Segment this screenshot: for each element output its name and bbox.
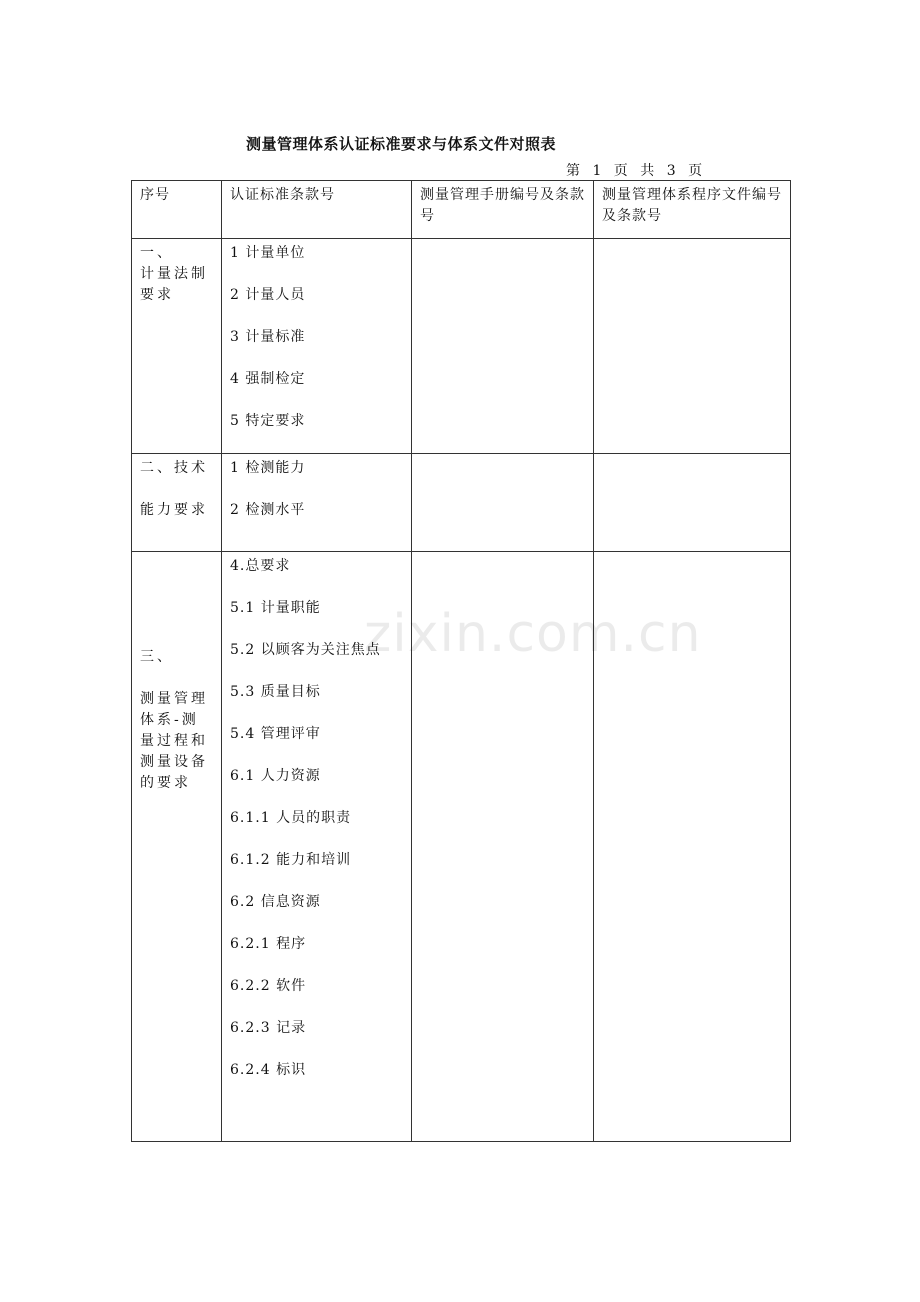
header-standard-clause: 认证标准条款号 (230, 187, 335, 203)
procedure-cell (594, 552, 791, 1142)
clause-cell (222, 552, 412, 1142)
clause-cell (222, 454, 412, 552)
clause-item: 6.2.3 记录 (230, 1020, 307, 1036)
seq-line: 体系-测 (140, 712, 199, 728)
procedure-cell (594, 454, 791, 552)
seq-cell (132, 552, 222, 1142)
header-cell (412, 181, 594, 239)
seq-line: 要求 (140, 287, 174, 303)
page-number: 第 1 页 共 3 页 (566, 163, 704, 179)
clause-item: 6.2.1 程序 (230, 936, 307, 952)
clause-item: 5.2 以顾客为关注焦点 (230, 642, 381, 658)
seq-line: 三、 (140, 649, 174, 665)
clause-item: 6.2 信息资源 (230, 894, 321, 910)
seq-line: 计量法制 (140, 266, 208, 282)
table-row (132, 239, 791, 454)
seq-line: 量过程和 (140, 733, 208, 749)
clause-item: 5.3 质量目标 (230, 684, 321, 700)
header-cell (594, 181, 791, 239)
header-seq: 序号 (140, 187, 170, 203)
seq-line: 能力要求 (140, 502, 208, 518)
clause-item: 6.2.2 软件 (230, 978, 307, 994)
clause-item: 5.4 管理评审 (230, 726, 321, 742)
header-cell (222, 181, 412, 239)
manual-cell (412, 454, 594, 552)
seq-cell (132, 239, 222, 454)
manual-cell (412, 552, 594, 1142)
seq-line: 测量管理 (140, 691, 208, 707)
table-row (132, 454, 791, 552)
clause-item: 6.1.2 能力和培训 (230, 852, 352, 868)
clause-item: 4 强制检定 (230, 371, 306, 387)
table-row (132, 552, 791, 1142)
clause-item: 5 特定要求 (230, 413, 306, 429)
clause-item: 3 计量标准 (230, 329, 306, 345)
clause-item: 6.1.1 人员的职责 (230, 810, 352, 826)
clause-item: 2 检测水平 (230, 502, 306, 518)
mapping-table (131, 180, 791, 1142)
procedure-cell (594, 239, 791, 454)
header-cell (132, 181, 222, 239)
clause-item: 1 计量单位 (230, 245, 306, 261)
header-procedure-clause: 测量管理体系程序文件编号及条款号 (602, 187, 782, 224)
seq-line: 一、 (140, 245, 174, 261)
clause-item: 1 检测能力 (230, 460, 306, 476)
document-title: 测量管理体系认证标准要求与体系文件对照表 (246, 135, 557, 153)
seq-cell (132, 454, 222, 552)
header-manual-clause: 测量管理手册编号及条款号 (420, 187, 585, 224)
seq-line: 的要求 (140, 775, 191, 791)
seq-line: 测量设备 (140, 754, 208, 770)
manual-cell (412, 239, 594, 454)
seq-line: 二、技术 (140, 460, 208, 476)
watermark: zixin.com.cn (364, 604, 702, 664)
clause-item: 6.1 人力资源 (230, 768, 321, 784)
clause-item: 5.1 计量职能 (230, 600, 321, 616)
clause-item: 2 计量人员 (230, 287, 306, 303)
table-header-row (132, 181, 791, 239)
clause-item: 4.总要求 (230, 558, 291, 574)
clause-item: 6.2.4 标识 (230, 1062, 307, 1078)
clause-cell (222, 239, 412, 454)
